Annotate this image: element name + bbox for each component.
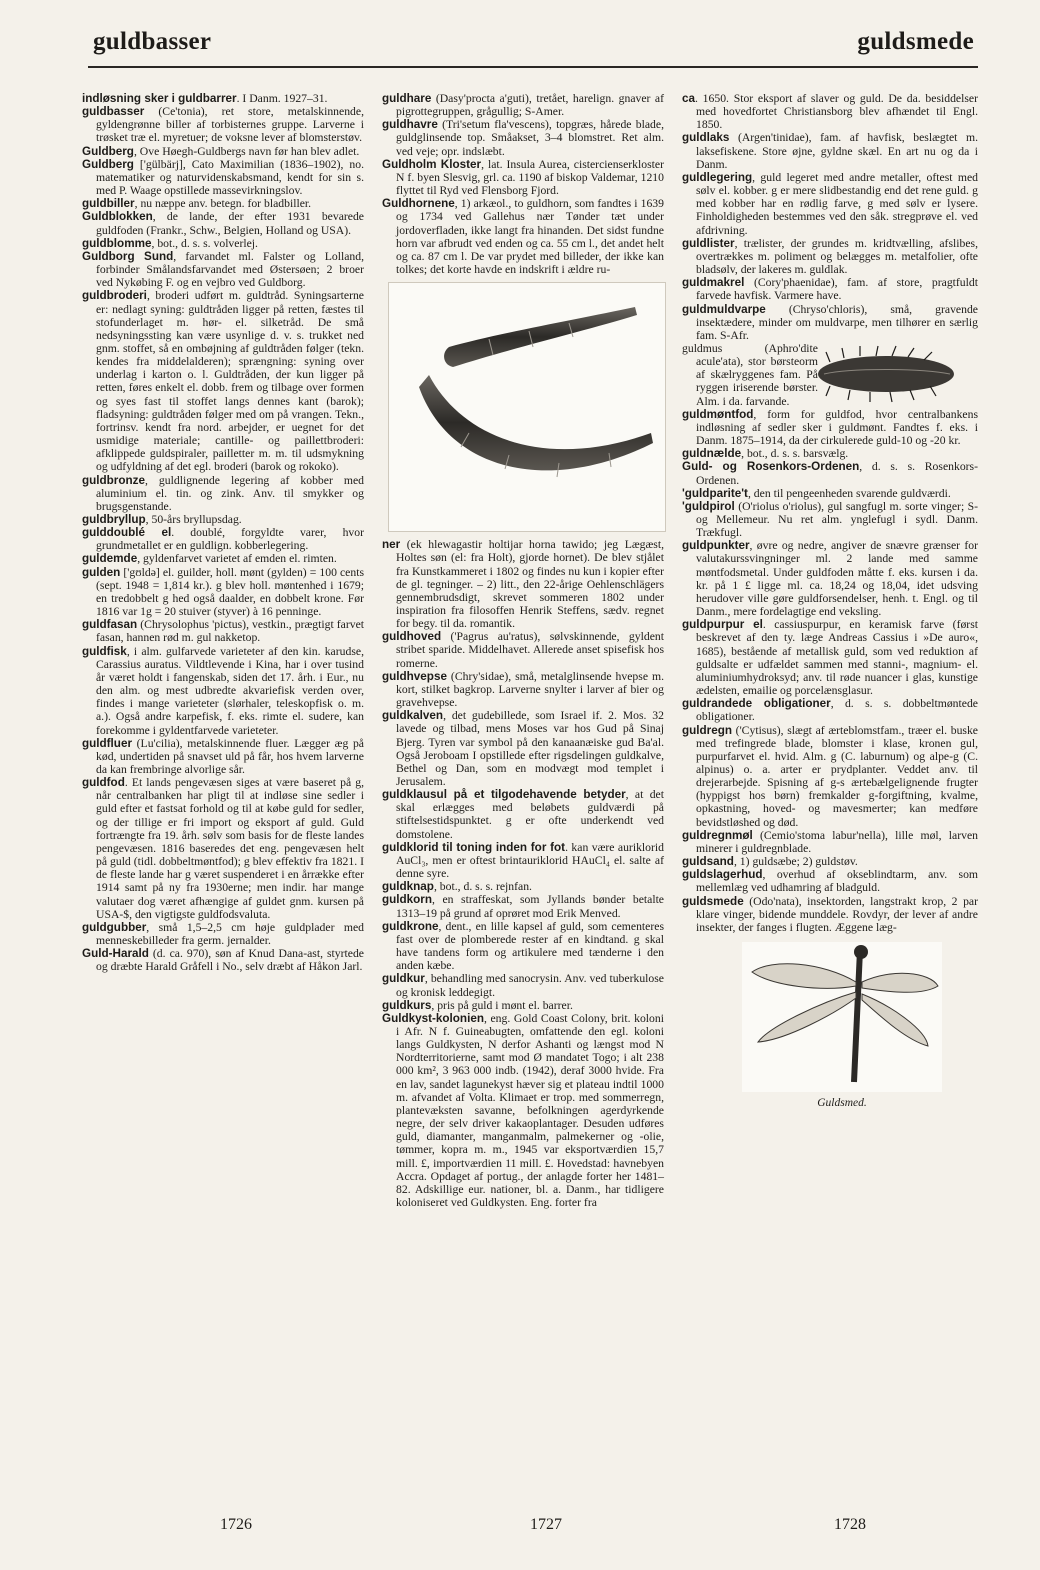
dictionary-entry: guldregnmøl (Cemio'stoma labur'nella), lille møl, larven minerer i guldregnblade. — [682, 828, 978, 855]
column-2-entries-top — [382, 92, 664, 276]
page-number-middle: 1727 — [530, 1516, 562, 1533]
column-2-entries-bottom — [382, 538, 664, 1209]
dictionary-entry: guldkrone, dent., en lille kapsel af guld, som cementeres fast over de plomberede rester af en kindtand. g skal have tandens form og artikulere med tænderne i den anden kæbe. — [382, 919, 664, 973]
dragonfly-caption: Guldsmed. — [817, 1097, 867, 1110]
dictionary-entry: Guldborg Sund, farvandet ml. Falster og Lolland, forbinder Smålandsfarvandet med Østersøen; 2 broer ved Nykøbing F. og en vejbro ved Guldborg. — [82, 249, 365, 290]
headword: Guldberg — [82, 144, 134, 158]
dictionary-entry: guldregn ('Cytisus), slægt af ærteblomstfam., træer el. buske med trefingrede blade, blomster i klase, kronen gul, purpurfarvet el. hvid. Alm. g (C. laburnum) og alpe-g (C. alpinus) o. a. arter er prydplanter. Veddet anv. til drejerarbejde. Spisning af g-s ærtebælgelignende frugter (hyppigst hos børn) fremkalder g-forgiftning, kvalme, opkastning, hoved- og mavesmerter; kan medføre bevidstløshed og død. — [682, 723, 978, 829]
dictionary-entry: guldmakrel (Cory'phaenidae), fam. af store, pragtfuldt farvede havfisk. Varmere have. — [682, 276, 978, 303]
headword: guldkalven — [382, 709, 444, 723]
column-3 — [682, 92, 978, 1110]
headword: guldbasser — [82, 105, 145, 119]
page-number-left: 1726 — [220, 1516, 252, 1533]
headword: guldkrone — [382, 919, 439, 933]
dictionary-entry: guldknap, bot., d. s. s. rejnfan. — [382, 880, 532, 894]
dictionary-entry: guldhavre (Tri'setum fla'vescens), topgræs, hårede blade, guldglinsende top. Småakset, 3–4 blomstret. Ret alm. ved veje; opr. indslæbt. — [382, 118, 664, 158]
headword: Guld- og Rosenkors-Ordenen — [682, 460, 860, 474]
headword: guldbryllup — [82, 513, 146, 526]
golden-horns-illustration — [388, 282, 666, 532]
headword: guldbroderi — [82, 289, 147, 303]
headword: gulden — [82, 565, 121, 579]
headword: guldkurs — [382, 998, 432, 1012]
running-head-left: guldbasser — [93, 28, 212, 55]
dictionary-entry: Guld-Harald (d. ca. 970), søn af Knud Dana-ast, styrtede og dræbte Harald Gråfell i No., selv dræbt af Håkon Jarl. — [82, 947, 364, 974]
dictionary-entry: guldbasser (Ce'tonia), ret store, metalskinnende, gyldengrønne biller af torbisternes gruppe. Larverne i trøsket træ el. myretuer; de voksne lever af blomsterstøv. — [82, 105, 364, 145]
headword: guldgubber — [82, 920, 147, 934]
headword: Guldholm Kloster — [382, 157, 482, 171]
dictionary-entry: guldfluer (Lu'cilia), metalskinnende fluer. Lægger æg på kød, undertiden på snavset uld på får, hos hvem larverne da kan frembringe alvorlige sår. — [82, 736, 364, 776]
dictionary-entry: guldsmede (Odo'nata), insektorden, langstrakt krop, 2 par klare vinger, bidende munddele. Rovdyr, der lever af andre insekter, der fanges i flugten. Æggene læg- — [682, 894, 978, 934]
sea-mouse-icon — [810, 344, 960, 404]
headword: 'guldparite't — [682, 486, 748, 500]
headword: guldbiller — [82, 197, 135, 211]
headword: guldblomme — [82, 236, 152, 250]
dictionary-entry: guldslagerhud, overhud af okseblindtarm, anv. som mellemlæg ved udhamring af bladguld. — [682, 868, 978, 895]
column-3-entries-bottom — [682, 408, 978, 934]
dictionary-entry: guldhare (Dasy'procta a'guti), tretået, harelign. gnaver af pigrottegruppen, grågullig; S-Amer. — [382, 92, 664, 119]
dictionary-entry: guldpurpur el. cassiuspurpur, en keramisk farve (først beskrevet af den ty. læge Andreas Cassius i »De auro«, 1685), bestående af metallisk guld, som ved reduktion af guldsalte er udfældet sammen med stanni-, magnium- el. aluminiumhydroksyd; anv. til røde nuancer i glas, kunstige ædelsten, emailie og porcelænsglasur. — [682, 618, 978, 698]
dictionary-entry: guldkur, behandling med sanocrysin. Anv. ved tuberkulose og kronisk leddegigt. — [382, 972, 664, 999]
column-2 — [382, 92, 664, 1209]
headword: ca — [682, 92, 696, 105]
headword: guldlegering — [682, 170, 753, 184]
dictionary-entry: guldrandede obligationer, d. s. s. dobbeltmøntede obligationer. — [682, 697, 978, 724]
dictionary-entry: guldkurs, pris på guld i mønt el. barrer. — [382, 998, 573, 1012]
headword: Guldberg — [82, 157, 134, 171]
sea-mouse-illustration — [824, 344, 974, 404]
column-3-entries-top — [682, 92, 978, 342]
dictionary-entry: guldbronze, guldlignende legering af kobber med aluminium el. tin. og zink. Anv. til smykker og brugsgenstande. — [82, 473, 364, 513]
running-head-right: guldsmede — [857, 28, 974, 55]
dictionary-entry: guldfod. Et lands pengevæsen siges at være baseret på g, når centralbanken har pligt til at indløse sine sedler i guld efter et fastsat forhold og til at købe guld for sedler, og der tillige er fri import og eksport af guld. Guld fortrængte fra 19. årh. sølv som basis for de fleste landes pengevæsen. 1816 baseredes det eng. pengevæsen helt på guld (tidl. dobbeltmøntfod); g blev effektiv fra 1821. I de fleste lande har g været suspenderet i en årrække efter 1914 samt på ny fra 1930erne; men indir. har mange valutaer dog været afhængige af guldet gnm. kursen på USA-$, den vigtigste guldfodsvaluta. — [82, 776, 364, 921]
dictionary-entry: guldmuldvarpe (Chryso'chloris), små, gravende insektædere, minder om muldvarpe, men tilhører en særlig fam. S-Afr. — [682, 302, 978, 342]
headword: guldregnmøl — [682, 828, 753, 842]
dictionary-entry: Guldkyst-kolonien, eng. Gold Coast Colony, brit. koloni i Afr. N f. Guineabugten, omfattende den egl. koloni langs Guldkysten, N derfor Ashanti og længst mod N Nordterritorierne, samt mod Ø mandatet Togo; i alt 238 000 km², 3 963 000 indb. (1942), deraf 3000 hvide. Fra en lav, sandet lagunekyst hæver sig et plateau indtil 1000 m. afvandet af Volta. Klimaet er trop. med sommerregn, plantevæksten savanne, befolkningen agerdyrkende negre, der selv driver kakaoplantager. Desuden udføres guld, diamanter, manganmalm, palmekerner og -olie, tømmer, kopra m. m., 1945 var eksportværdien 15,7 mill. £, importværdien 11 mill. £. Hovedstad: havnebyen Accra. Opdaget af portug., der anlagde forter her 1481–82. Adskillige eur. nationer, bl. a. Danm., har tidligere koloniseret ved Guldkysten. Eng. forter fra — [382, 1011, 664, 1209]
dictionary-entry: guldkalven, det gudebillede, som Israel if. 2. Mos. 32 lavede og tilbad, mens Moses var hos Gud på Sinaj Bjerg. Tyren var symbol på den kanaanæiske gud Ba'al. Også Jeroboam I opstillede efter rigsdelingen guldkalve, Bethel og Dan, som en modvægt mod templet i Jerusalem. — [382, 709, 664, 788]
golden-horns-icon — [389, 283, 665, 531]
headword: guldkur — [382, 972, 425, 986]
headword: guldknap — [382, 880, 434, 894]
dictionary-entry: Guldholm Kloster, lat. Insula Aurea, cistercienserkloster N f. byen Slesvig, grl. ca. 1190 af biskop Valdemar, 1210 flyttet til Ryd ved Flensborg Fjord. — [382, 157, 664, 198]
column-1 — [82, 92, 364, 973]
headword: guldmuldvarpe — [682, 302, 766, 316]
dictionary-entry: guldfasan (Chrysolophus 'pictus), vestkin., prægtigt farvet fasan, hannen rød m. gul nakketop. — [82, 618, 364, 645]
dictionary-entry: Guldberg ['gülbärj], Cato Maximilian (1836–1902), no. matematiker og naturvidenskabsmand, kendt for sin s. med P. Waage opstillede massevirkningslov. — [82, 157, 364, 198]
headword: guldsmede — [682, 894, 744, 908]
headword: guldpunkter — [682, 539, 750, 553]
headword: Guldborg Sund — [82, 249, 174, 263]
headword: guldlaks — [682, 131, 730, 145]
dictionary-entry: Guld- og Rosenkors-Ordenen, d. s. s. Rosenkors-Ordenen. — [682, 460, 979, 487]
headword: guldklausul på et tilgodehavende betyder — [382, 788, 626, 802]
dictionary-entry: ca. 1650. Stor eksport af slaver og guld. De da. besiddelser med hovedfortet Christiansborg blev afhændet til Engl. 1850. — [682, 92, 978, 132]
entry-text: guldmus (Aphro'dite acule'ata), stor børsteorm af skælryggenes fam. På ryggen iriserende børster. Alm. i da. farvande. — [682, 341, 818, 408]
dictionary-entry: guldsand, 1) guldsæbe; 2) guldstøv. — [682, 855, 858, 869]
dictionary-entry: guldklausul på et tilgodehavende betyder, at det skal erlægges med beløbets guldværdi på stiftelsestidspunktet. g er ofte underkendt ved domstolene. — [382, 788, 664, 841]
headword: Guldblokken — [82, 210, 153, 224]
headword: guldrandede obligationer — [682, 697, 831, 711]
headword: guldslagerhud — [682, 868, 763, 882]
headword: guldmakrel — [682, 276, 745, 290]
dictionary-entry: guldbryllup, 50-års bryllupsdag. — [82, 513, 242, 526]
entry-with-millipede — [682, 342, 978, 408]
dictionary-entry: guldgubber, små 1,5–2,5 cm høje guldplader med menneskebilleder fra germ. jernalder. — [82, 920, 364, 947]
headword: guldpurpur el — [682, 618, 763, 632]
headword: guldfod — [82, 776, 125, 790]
dictionary-entry: Guldblokken, de lande, der efter 1931 bevarede guldfoden (Frankr., Schw., Belgien, Holland og USA). — [82, 210, 364, 237]
headword: guldnælde — [682, 447, 742, 461]
dragonfly-icon — [742, 942, 942, 1092]
dictionary-entry: guldlegering, guld legeret med andre metaller, oftest med sølv el. kobber. g er mere slidbestandig end det rene guld. g med kobber har en rødlig farve, g med sølv er lysere. Finholdigheden bestemmes ved den såk. stregprøve el. ved afdrivning. — [682, 170, 978, 237]
headword: guldhavre — [382, 118, 438, 132]
dictionary-entry: guldbroderi, broderi udført m. guldtråd. Syningsarterne er: nedlagt syning: guldtråden ligger på retten, fæstes til stofunderlaget m. hør- el. silketråd. De små nedsyningssting kan være usynlige d. v. s. trukket ned gnm. stoffet, så en ombøjning af guldtråden følger (tekn. kendes fra middelalderen); sprængning: syning over underlag i karton o. l. Guldtråden, der kun ligger på retten, føres enkelt el. dobb. frem og tilbage over formen og syes fast til stoffet langs dennes kant (barok); fladsyning: guldtråden følger med om på vrangen. Tekn., fortrinsv. kendt fra nord. arbejder, er uegnet for det usmidige materiale; cantille- og paillettbroderi: afklippede guldspiraler, pailletter m. m. til udsmykning og udfyldning af det egl. broderi (barok og rokoko). — [82, 289, 364, 474]
headword: guldhare — [382, 92, 432, 105]
dictionary-entry: guldhvepse (Chry'sidae), små, metalglinsende hvepse m. kort, stilket bagkrop. Larverne snylter i larver af bier og gravehvepse. — [382, 669, 664, 710]
headword: guldklorid til toning inden for fot — [382, 840, 566, 854]
headword: 'guldpirol — [682, 499, 735, 513]
headword: guldlister — [682, 236, 735, 250]
dictionary-entry: guldklorid til toning inden for fot. kan være auriklorid AuCl₃, men er oftest brintauriklorid HAuCl₄ el. salte af denne syre. — [382, 840, 664, 881]
dictionary-entry: ner (ek hlewagastir holtijar horna tawido; jeg Lægæst, Holtes søn (el: fra Holt), gjorde hornet). De blev stjålet fra Kunstkammeret i 1802 og findes nu kun i kopier efter de gl. tegninger. – 2) litt., den 22-årige Oehlenschlägers gennembrudsdigt, skrevet sommeren 1802 under inspiration fra filosoffen Henrik Steffens, sædv. regnet for begy. til da. romantik. — [382, 538, 664, 631]
headword: Guldkyst-kolonien — [382, 1011, 484, 1025]
headword: Guld-Harald — [82, 947, 149, 961]
dictionary-entry: guldbiller, nu næppe anv. betegn. for bladbiller. — [82, 197, 312, 211]
dictionary-entry: guldemde, gyldenfarvet varietet af emden el. rimten. — [82, 552, 337, 566]
headword: guldregn — [682, 723, 732, 737]
dictionary-entry: guldfisk, i alm. gulfarvede varieteter af den kin. karudse, Carassius auratus. Vildtlevende i Kina, har i over tusind år været holdt i fangenskab, siden det 17. årh. i Eur., nu den alm. og mest udbredte akvariefisk verden over, findes i mange varieteter (slørhaler, teleskopfisk o. m. a.). Også andre karpefisk, f. eks. rimte el. sudere, kan forekomme i gyldentfarvede varieteter. — [82, 644, 364, 737]
headword: guldmøntfod — [682, 407, 754, 421]
headword: guldbronze — [82, 473, 145, 487]
headword: guldsand — [682, 855, 734, 869]
dictionary-entry: guldlister, trælister, der grundes m. kridtvælling, afslibes, overtrækkes m. poliment og belægges m. metalfolier, ofte bladsølv, der lakeres m. guldlak. — [682, 236, 978, 277]
dictionary-entry: 'guldpirol (O'riolus o'riolus), gul sangfugl m. sorte vinger; S- og Mellemeur. Nu ret alm. ynglefugl i sydl. Danm. Trækfugl. — [682, 499, 978, 540]
page-number-right: 1728 — [834, 1516, 866, 1533]
headword: guldfasan — [82, 618, 138, 632]
dictionary-entry: guldmøntfod, form for guldfod, hvor centralbankens indløsning af sedler sker i guldmønt. Fandtes f. eks. i Danm. 1875–1914, da der cirkulerede guld-10 og -20 kr. — [682, 407, 978, 448]
dictionary-entry: gulddoublé el. doublé, forgyldte varer, hvor grundmetallet er en guldlign. kobberlegering. — [82, 526, 364, 553]
headword: guldkorn — [382, 893, 432, 907]
headword: guldemde — [82, 552, 138, 566]
dictionary-entry: guldlaks (Argen'tinidae), fam. af havfisk, beslægtet m. laksefiskene. Store øjne, gyldne skæl. En art nu og da i Danm. — [682, 131, 978, 171]
dictionary-entry: gulden ['gʊldə] el. guilder, holl. mønt (gylden) = 100 cents (sept. 1948 = 1,814 kr.). g blev holl. møntenhed i 1679; en tredobbelt g hed også daalder, en dobbelt krone. Før 1816 var 1g = 20 stuiver (styver) à 16 penninge. — [82, 565, 364, 619]
dictionary-entry: guldnælde, bot., d. s. s. barsvælg. — [682, 447, 849, 461]
dictionary-entry: guldkorn, en straffeskat, som Jyllands bønder betalte 1313–19 på grund af oprøret mod Erik Menved. — [382, 893, 664, 920]
headword: guldhoved — [382, 630, 442, 644]
header-rule — [88, 66, 978, 68]
dictionary-entry: Guldberg, Ove Høegh-Guldbergs navn før han blev adlet. — [82, 144, 360, 158]
headword: gulddoublé el — [82, 526, 172, 540]
headword: indløsning sker i guldbarrer — [82, 92, 237, 105]
dictionary-entry: guldblomme, bot., d. s. s. volverlej. — [82, 236, 258, 250]
headword: ner — [382, 538, 401, 552]
headword: Guldhornene — [382, 197, 455, 211]
dragonfly-illustration — [742, 942, 942, 1110]
headword: guldhvepse — [382, 669, 447, 683]
dictionary-entry: guldpunkter, øvre og nedre, angiver de snævre grænser for valutakurssvingninger ml. 2 lande med samme møntfodsmetal. Under guldfoden måtte f. eks. kursen i da. kr. på 1 £ ligge ml. ca. 18,24 og 18,04, idet udsving herudover ville gøre guldforsendelser, henh. t. Engl. og til Danm., mere fordelagtige end veksling. — [682, 539, 978, 619]
dictionary-entry: 'guldparite't, den til pengeenheden svarende guldværdi. — [682, 486, 951, 500]
dictionary-entry: indløsning sker i guldbarrer. I Danm. 1927–31. — [82, 92, 328, 105]
dictionary-entry: Guldhornene, 1) arkæol., to guldhorn, som fandtes i 1639 og 1734 ved Gallehus nær Tønder tæt under jordoverfladen, ikke langt fra hinanden. Det sidst fundne horn var afbrudt ved enden og ca. 55 cm l., det andet helt og ca. 87 cm l. De var prydet med billeder, der ikke kan tolkes; det korte havde en indskrift i ældre ru- — [382, 197, 664, 277]
headword: guldfluer — [82, 736, 132, 750]
headword: guldfisk — [82, 644, 127, 658]
dictionary-entry: guldhoved ('Pagrus au'ratus), sølvskinnende, gyldent stribet sparide. Middelhavet. Allerede anset spisefisk hos romerne. — [382, 630, 664, 670]
